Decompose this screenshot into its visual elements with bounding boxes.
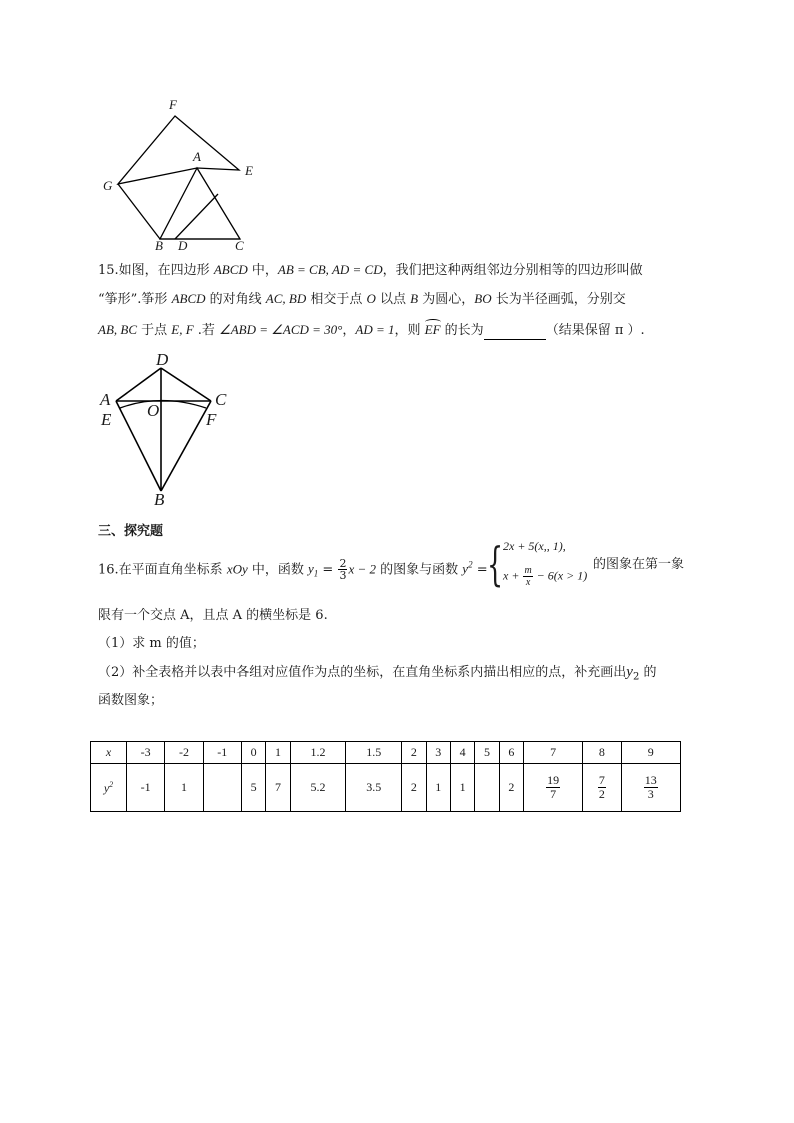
value-table <box>90 741 681 812</box>
case-2 <box>503 565 587 588</box>
superscript: 2 <box>109 779 114 789</box>
triangle-abc <box>160 168 240 239</box>
cell: 5 <box>475 742 499 764</box>
cell: 5.2 <box>290 764 346 812</box>
cell: 1 <box>426 764 450 812</box>
cell: 4 <box>450 742 474 764</box>
label-d: D <box>178 238 188 253</box>
label-b: B <box>154 490 165 509</box>
cell: 1.5 <box>346 742 402 764</box>
table-row-y <box>91 764 681 812</box>
text: ABCD <box>171 291 206 306</box>
cell: 7 <box>524 742 583 764</box>
cell-fraction <box>583 764 621 812</box>
cell: 3.5 <box>346 764 402 812</box>
cell: 2 <box>402 742 426 764</box>
denominator: 7 <box>550 787 557 801</box>
figure-1-diagram <box>98 96 268 256</box>
numerator: 19 <box>547 773 560 787</box>
cell: 1 <box>165 764 203 812</box>
text: ，我们把这种两组邻边分别相等的四边形叫做 <box>382 263 643 278</box>
text: y <box>103 780 110 795</box>
q15-line3 <box>98 321 645 340</box>
text: 长为半径画弧，分别交 <box>491 292 626 307</box>
label-o: O <box>147 401 160 420</box>
text: 于点 <box>137 323 172 338</box>
text: （2）补全表格并以表中各组对应值作为点的坐标，在直角坐标系内描出相应的点，补充画出 <box>98 665 627 680</box>
text: ， <box>342 323 356 338</box>
text: 的 <box>639 665 657 680</box>
text: x + <box>503 568 523 583</box>
text: “筝形”.筝形 <box>98 292 172 307</box>
fraction <box>523 565 532 588</box>
cell: 5 <box>241 764 265 812</box>
cell: 3 <box>426 742 450 764</box>
cell: -1 <box>126 764 164 812</box>
cell-fraction <box>621 764 680 812</box>
numerator: 13 <box>644 773 657 787</box>
label-c: C <box>235 238 244 253</box>
math: AD = 1 <box>355 322 395 337</box>
subscript: 2 <box>632 671 640 683</box>
label-d: D <box>156 350 169 369</box>
text: 的图象与函数 <box>376 562 463 578</box>
cell: 2 <box>402 764 426 812</box>
cell: 1.2 <box>290 742 346 764</box>
text: 15.如图，在四边形 <box>98 263 214 278</box>
label-e: E <box>245 163 253 178</box>
table-row-x <box>91 742 681 764</box>
label-e: E <box>101 410 112 429</box>
text: （结果保留 π ）. <box>545 323 645 338</box>
q16-line1 <box>98 556 488 583</box>
cell: 1 <box>266 742 290 764</box>
text: 的长为 <box>440 323 484 338</box>
text: 中， <box>247 263 278 278</box>
piecewise <box>487 537 597 597</box>
q16-part3: 函数图象； <box>98 693 164 708</box>
section-title: 三、探究题 <box>98 524 164 539</box>
label-c: C <box>215 390 227 409</box>
cell: -1 <box>203 742 241 764</box>
cell: 6 <box>499 742 523 764</box>
header-x: x <box>91 742 127 764</box>
numerator: 7 <box>598 773 605 787</box>
text: 为圆心， <box>418 292 475 307</box>
text: y <box>462 561 469 577</box>
math: BO <box>474 291 492 306</box>
math: B <box>410 291 419 306</box>
brace-glyph: { <box>487 537 504 591</box>
case-1: 2x + 5(x,, 1), <box>503 539 566 553</box>
q16-line1-end: 的图象在第一象 <box>593 557 685 572</box>
text: ABCD <box>213 262 248 277</box>
numerator: m <box>524 565 532 576</box>
denominator: 2 <box>598 787 605 801</box>
cell: 1 <box>450 764 474 812</box>
figure-2-diagram <box>98 350 238 510</box>
cell: 7 <box>266 764 290 812</box>
denominator: x <box>525 577 531 588</box>
figure-2 <box>98 350 238 510</box>
text: .若 <box>193 323 220 338</box>
math: AB = CB, AD = CD <box>277 262 383 277</box>
arc-mark <box>425 319 441 325</box>
cell: 8 <box>583 742 621 764</box>
cell: 2 <box>499 764 523 812</box>
q15-line1 <box>98 261 643 280</box>
denominator: 3 <box>647 787 654 801</box>
text: ，则 <box>394 323 425 338</box>
math: AB, BC <box>98 322 137 337</box>
label-g: G <box>103 178 113 193</box>
y1 <box>308 561 319 579</box>
text: − 6(x > 1) <box>533 568 588 583</box>
cell-fraction <box>524 764 583 812</box>
square-gafe <box>118 116 239 184</box>
cell: -2 <box>165 742 203 764</box>
cell: 9 <box>621 742 680 764</box>
label-f: F <box>206 410 217 429</box>
math: y <box>626 664 633 680</box>
superscript: 2 <box>468 560 473 570</box>
text: 16.在平面直角坐标系 <box>98 562 227 578</box>
text: 以点 <box>375 292 411 307</box>
text: = <box>472 562 488 578</box>
q16-part1: （1）求 m 的值； <box>98 636 205 651</box>
fraction <box>546 774 560 801</box>
fraction <box>338 558 347 581</box>
text: 的对角线 <box>205 292 266 307</box>
figure-1 <box>98 96 268 256</box>
y2 <box>462 561 472 576</box>
label-b: B <box>155 238 163 253</box>
header-y <box>91 764 127 812</box>
subscript: 1 <box>313 568 319 579</box>
q16-part2 <box>98 663 656 687</box>
math: AC, BD <box>265 291 307 306</box>
cell-empty[interactable] <box>475 764 499 812</box>
cell: 0 <box>241 742 265 764</box>
math: O <box>366 291 376 306</box>
label-f: F <box>169 97 177 112</box>
text: 相交于点 <box>306 292 367 307</box>
label-a: A <box>193 149 201 164</box>
numerator: 2 <box>339 557 347 571</box>
math: xOy <box>226 561 248 577</box>
text: 中，函数 <box>247 562 309 578</box>
text: = <box>318 562 338 578</box>
fraction <box>598 774 606 801</box>
q16-line2: 限有一个交点 A，且点 A 的横坐标是 6. <box>98 608 328 623</box>
denominator: 3 <box>339 569 347 583</box>
fraction <box>644 774 658 801</box>
math: ∠ABD = ∠ACD = 30° <box>219 322 343 337</box>
answer-blank[interactable] <box>484 325 546 340</box>
math: x − 2 <box>348 561 377 577</box>
q15-line2 <box>98 290 626 309</box>
cell-empty[interactable] <box>203 764 241 812</box>
arc-ef: EF <box>425 322 441 337</box>
cell: -3 <box>126 742 164 764</box>
math: E, F <box>171 322 194 337</box>
label-a: A <box>100 390 111 409</box>
text: y <box>308 561 314 577</box>
